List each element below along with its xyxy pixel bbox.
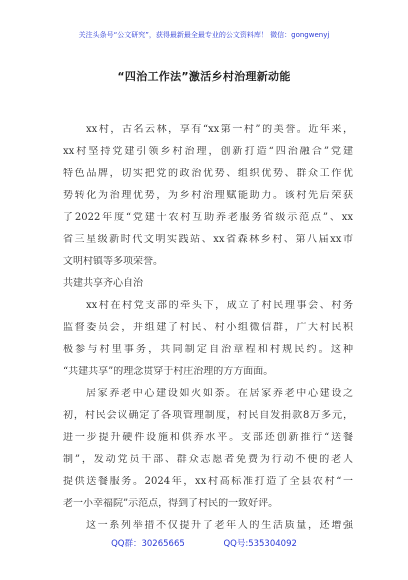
paragraph-line: 居家养老中心建设如火如荼。在居家养老中心建设之 — [86, 388, 353, 399]
paragraph-line: 省三星级新时代文明实践站、xx省森林乡村、第八届xx市 — [63, 234, 353, 245]
footer-qq-number: QQ号:535304092 — [223, 539, 297, 549]
paragraph-line: 初，村民会议确定了各项管理制度，村民自发捐款8万多元， — [63, 410, 353, 421]
paragraph-line: xx村坚持党建引领乡村治理，创新打造“四治融合”党建 — [63, 146, 353, 157]
paragraph-line: “共建共享”的理念贯穿于村庄治理的方方面面。 — [63, 366, 274, 377]
paragraph-line: 这一系列举措不仅提升了老年人的生活质量，还增强 — [86, 520, 353, 531]
paragraph-line: 势转化为治理优势，为乡村治理赋能助力。该村先后荣获 — [63, 190, 353, 201]
footer-contact — [0, 537, 408, 549]
paragraph-line: 进一步提升硬件设施和供养水平。支部还创新推行“送餐 — [63, 432, 353, 443]
paragraph-line: 特色品牌，切实把党的政治优势、组织优势、群众工作优 — [63, 168, 353, 179]
paragraph-line: 极参与村里事务，共同制定自治章程和村规民约。这种 — [63, 344, 353, 355]
footer-qq-group: QQ群：30265665 — [111, 539, 185, 549]
paragraph-line: 了2022年度“党建十农村互助养老服务省级示范点”、xx — [63, 212, 353, 223]
top-banner: 关注头条号“公文研究”，获得最新最全最专业的公文资料库！ 微信：gongwenyj — [78, 31, 330, 39]
paragraph-line: xx村在村党支部的牵头下，成立了村民理事会、村务 — [86, 300, 353, 311]
paragraph-line: 监督委员会，并组建了村民、村小组微信群，广大村民积 — [63, 322, 353, 333]
paragraph-line: 老一小幸福院”示范点，得到了村民的一致好评。 — [63, 498, 279, 509]
section-heading: 共建共享齐心自治 — [63, 278, 143, 289]
paragraph-line: 文明村镇等多项荣誉。 — [63, 256, 163, 267]
page-title: “四治工作法”激活乡村治理新动能 — [117, 70, 291, 83]
paragraph-line: 提供送餐服务。2024年，xx村高标准打造了全县农村“一 — [63, 476, 353, 487]
paragraph-line: 制”，发动党员干部、群众志愿者免费为行动不便的老人 — [63, 454, 353, 465]
paragraph-line: xx村，古名云林，享有“xx第一村”的美誉。近年来， — [86, 124, 353, 135]
